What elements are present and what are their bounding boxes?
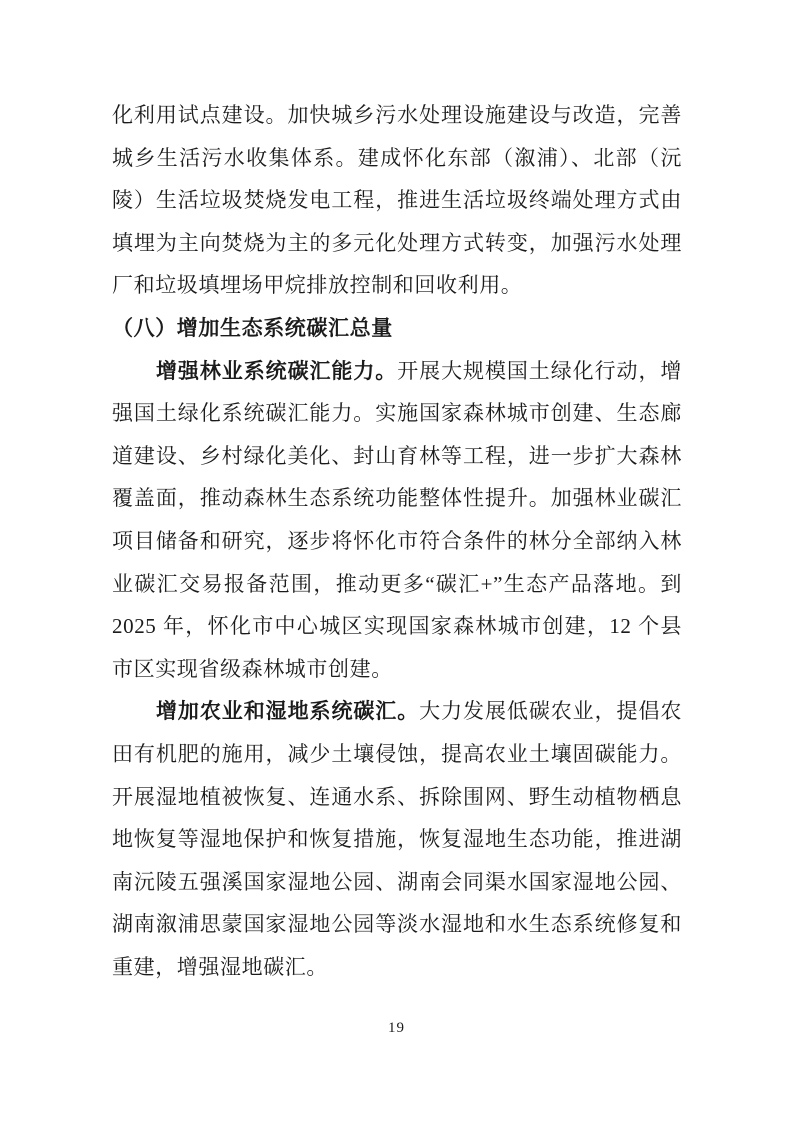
document-body (112, 94, 682, 988)
section-heading: （八）增加生态系统碳汇总量 (112, 315, 393, 340)
paragraph-text: 大力发展低碳农业，提倡农田有机肥的施用，减少土壤侵蚀，提高农业土壤固碳能力。开展湿地植被恢复、连通水系、拆除围网、野生动植物栖息地恢复等湿地保护和恢复措施，恢复湿地生态功能，推进湖南沅陵五强溪国家湿地公园、湖南会同渠水国家湿地公园、湖南溆浦思蒙国家湿地公园等淡水湿地和水生态系统修复和重建，增强湿地碳汇。 (112, 699, 683, 979)
paragraph-forestry-carbon-sink (112, 350, 682, 691)
paragraph-text: 化利用试点建设。加快城乡污水处理设施建设与改造，完善城乡生活污水收集体系。建成怀化东部（溆浦）、北部（沅陵）生活垃圾焚烧发电工程，推进生活垃圾终端处理方式由填埋为主向焚烧为主的多元化处理方式转变，加强污水处理厂和垃圾填埋场甲烷排放控制和回收利用。 (112, 103, 682, 298)
paragraph-lead: 增强林业系统碳汇能力。 (156, 358, 398, 383)
paragraph-continuation (112, 94, 682, 307)
paragraph-agriculture-wetland-carbon-sink (112, 690, 682, 988)
paragraph-lead: 增加农业和湿地系统碳汇。 (156, 699, 420, 724)
paragraph-text: 开展大规模国土绿化行动，增强国土绿化系统碳汇能力。实施国家森林城市创建、生态廊道建设、乡村绿化美化、封山育林等工程，进一步扩大森林覆盖面，推动森林生态系统功能整体性提升。加强林业碳汇项目储备和研究，逐步将怀化市符合条件的林分全部纳入林业碳汇交易报备范围，推动更多“碳汇+”生态产品落地。到 2025 年，怀化市中心城区实现国家森林城市创建，12 个县市区实现省级森林城市创建。 (112, 358, 682, 681)
page-number: 19 (388, 1020, 405, 1036)
